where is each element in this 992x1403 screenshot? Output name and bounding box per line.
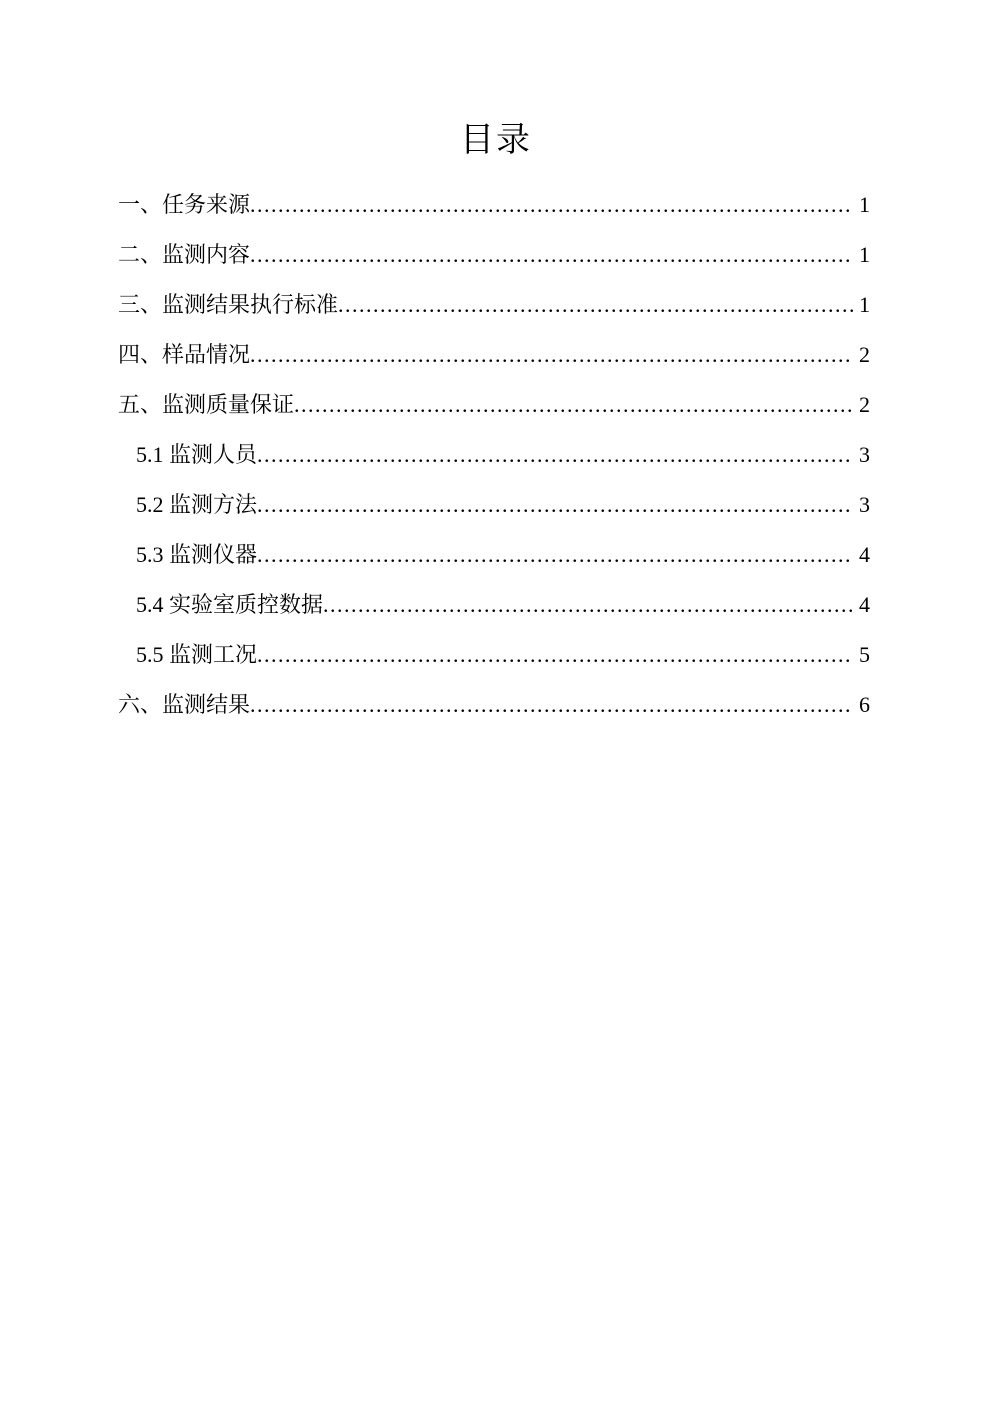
toc-entry-label: 一、任务来源 [118, 192, 251, 218]
dot-leader [250, 180, 853, 230]
toc-entry-page-number: 6 [859, 692, 870, 718]
toc-entry-label: 三、监测结果执行标准 [118, 292, 339, 318]
toc-entry[interactable] [118, 330, 870, 380]
toc-entry-page-number: 1 [859, 192, 870, 218]
toc-entry-page-number: 4 [859, 592, 870, 618]
toc-entry[interactable] [118, 630, 870, 680]
toc-entry-label: 5.1 监测人员 [136, 442, 258, 468]
toc-entry[interactable] [118, 530, 870, 580]
dot-leader [257, 630, 853, 680]
dot-leader [294, 380, 853, 430]
dot-leader [250, 680, 853, 730]
toc-entry[interactable] [118, 480, 870, 530]
toc-entry-page-number: 1 [859, 292, 870, 318]
toc-entry-label: 二、监测内容 [118, 242, 251, 268]
toc-entry-label: 5.5 监测工况 [136, 642, 258, 668]
dot-leader [257, 530, 853, 580]
toc-entry[interactable] [118, 230, 870, 280]
toc-entry[interactable] [118, 280, 870, 330]
dot-leader [323, 580, 853, 630]
toc-entry[interactable] [118, 380, 870, 430]
dot-leader [338, 280, 853, 330]
toc-entry-page-number: 3 [859, 492, 870, 518]
toc-entry-label: 5.3 监测仪器 [136, 542, 258, 568]
dot-leader [250, 230, 853, 280]
toc-list [0, 180, 992, 730]
toc-title: 目录 [460, 122, 532, 159]
toc-entry[interactable] [118, 430, 870, 480]
toc-entry[interactable] [118, 680, 870, 730]
toc-entry-label: 六、监测结果 [118, 692, 251, 718]
dot-leader [250, 330, 853, 380]
toc-entry[interactable] [118, 180, 870, 230]
toc-entry-label: 四、样品情况 [118, 342, 251, 368]
toc-entry-label: 5.4 实验室质控数据 [136, 592, 324, 618]
toc-entry-page-number: 3 [859, 442, 870, 468]
toc-entry-page-number: 1 [859, 242, 870, 268]
toc-entry[interactable] [118, 580, 870, 630]
toc-entry-label: 5.2 监测方法 [136, 492, 258, 518]
toc-entry-page-number: 5 [859, 642, 870, 668]
toc-entry-page-number: 2 [859, 392, 870, 418]
dot-leader [257, 480, 853, 530]
toc-entry-page-number: 2 [859, 342, 870, 368]
toc-entry-label: 五、监测质量保证 [118, 392, 295, 418]
toc-entry-page-number: 4 [859, 542, 870, 568]
dot-leader [257, 430, 853, 480]
